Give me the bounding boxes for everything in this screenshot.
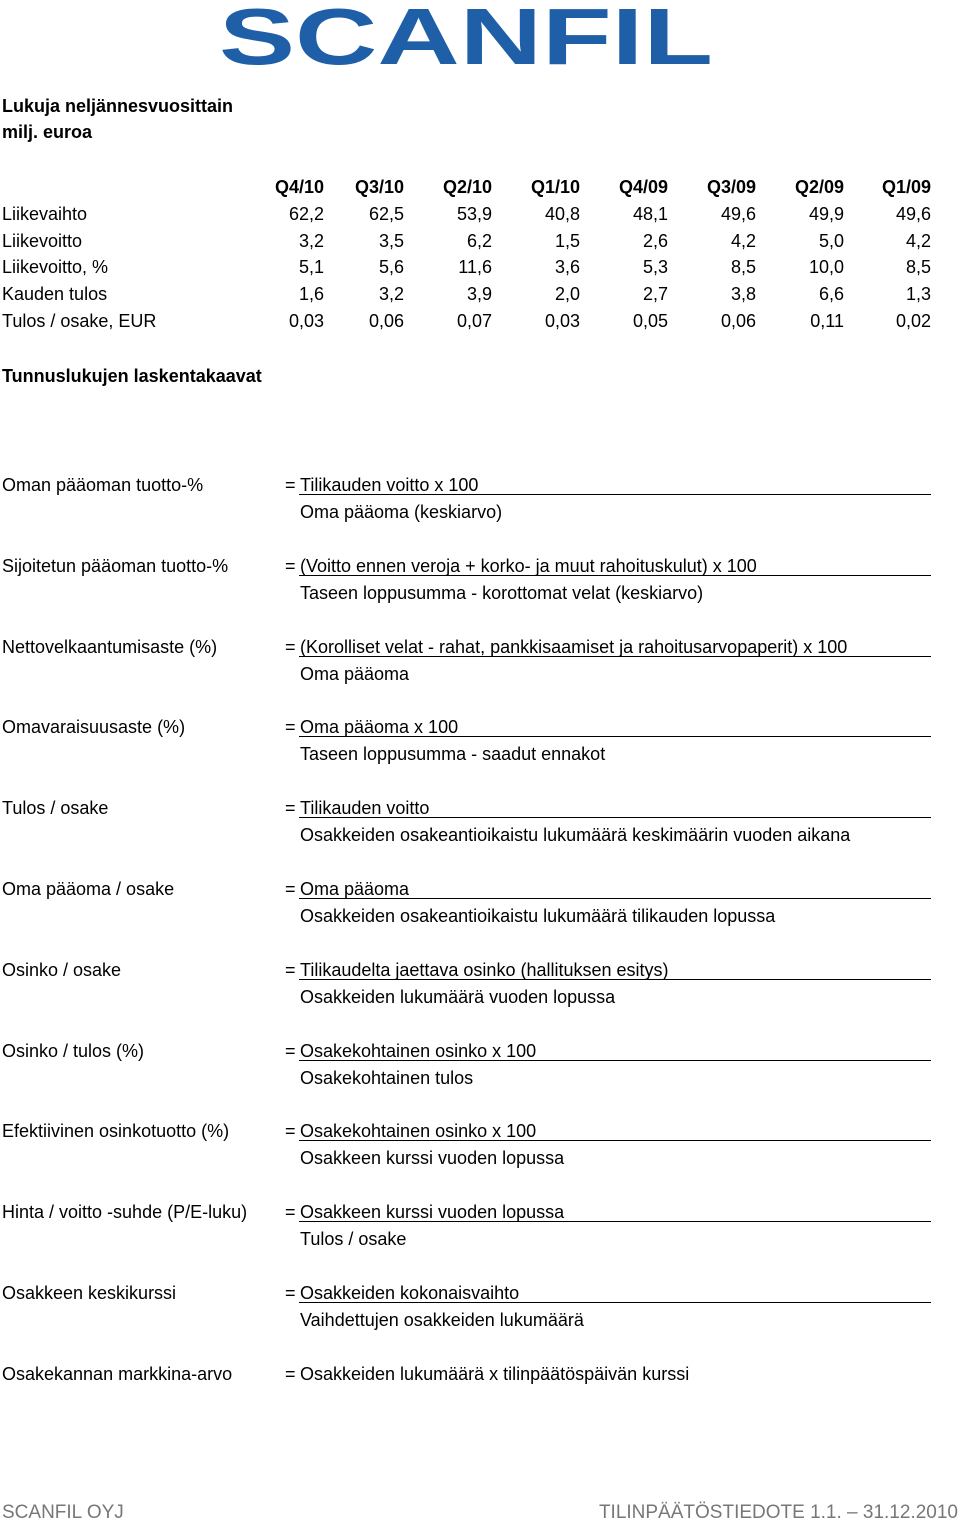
table-row	[0, 201, 931, 228]
formula-item	[0, 714, 960, 795]
table-cell: 8,5	[730, 257, 756, 278]
formula-numerator: Tilikauden voitto	[300, 798, 430, 819]
table-cell: 3,6	[554, 257, 580, 278]
formula-name: Omavaraisuusaste (%)	[2, 717, 186, 738]
table-cell: 5,6	[378, 257, 404, 278]
formula-item	[0, 795, 960, 876]
equals-sign: =	[285, 878, 296, 899]
fraction-line	[299, 1302, 931, 1303]
table-cell: 0,07	[456, 310, 492, 331]
row-label: Liikevoitto	[2, 230, 83, 251]
table-cell: 0,03	[288, 310, 324, 331]
equals-sign: =	[285, 475, 296, 495]
column-header: Q1/10	[530, 177, 580, 197]
formula-name: Osakekannan markkina-arvo	[2, 1363, 233, 1384]
formula-numerator: Tilikauden voitto x 100	[300, 475, 479, 495]
formula-name: Oma pääoma / osake	[2, 878, 175, 899]
fraction-line	[299, 656, 931, 657]
formula-name: Osinko / tulos (%)	[2, 1040, 145, 1061]
table-cell: 11,6	[458, 257, 492, 278]
table-cell: 3,2	[298, 230, 324, 251]
formula-name: Hinta / voitto -suhde (P/E-luku)	[2, 1202, 248, 1223]
table-cell: 4,2	[730, 230, 756, 251]
table-row	[0, 308, 931, 335]
quarterly-header-row	[0, 174, 931, 201]
table-cell: 40,8	[544, 203, 580, 224]
row-label: Liikevoitto, %	[2, 257, 109, 278]
column-header: Q4/10	[274, 177, 324, 197]
formula-numerator: Osakekohtainen osinko x 100	[300, 1040, 537, 1061]
fraction-line	[299, 1221, 931, 1222]
column-header: Q1/09	[881, 177, 931, 197]
column-header: Q4/09	[618, 177, 668, 197]
table-cell: 6,2	[466, 230, 492, 251]
column-header: Q3/10	[354, 177, 404, 197]
fraction-line	[299, 575, 931, 576]
formula-item	[0, 1038, 960, 1119]
formula-list	[0, 472, 960, 1442]
equals-sign: =	[285, 1363, 296, 1384]
table-cell: 2,7	[642, 284, 668, 305]
fraction-line	[299, 736, 931, 737]
table-cell: 2,0	[554, 284, 580, 305]
formula-denominator: Osakekohtainen tulos	[300, 1067, 474, 1088]
fraction-line	[299, 494, 931, 495]
formula-numerator: (Korolliset velat - rahat, pankkisaamiset ja rahoitusarvopaperit) x 100	[300, 636, 848, 657]
formula-numerator: Oma pääoma	[300, 878, 410, 899]
fraction-line	[299, 979, 931, 980]
formula-denominator: Taseen loppusumma - korottomat velat (keskiarvo)	[300, 582, 704, 603]
column-header: Q2/09	[794, 177, 844, 197]
equals-sign: =	[285, 555, 296, 576]
formula-denominator: Osakkeiden osakeantioikaistu lukumäärä keskimäärin vuoden aikana	[300, 825, 851, 846]
table-row	[0, 228, 931, 255]
table-cell: 5,3	[642, 257, 668, 278]
formulas-title: Tunnuslukujen laskentakaavat	[2, 366, 262, 386]
table-cell: 62,2	[288, 203, 324, 224]
equals-sign: =	[285, 798, 296, 819]
formula-numerator: Osakekohtainen osinko x 100	[300, 1121, 537, 1142]
scanfil-logo	[216, 4, 716, 68]
quarterly-unit: milj. euroa	[2, 122, 93, 142]
formula-denominator: Vaihdettujen osakkeiden lukumäärä	[300, 1309, 584, 1330]
table-row	[0, 254, 931, 281]
equals-sign: =	[285, 1282, 296, 1303]
table-cell: 49,6	[895, 203, 931, 224]
quarterly-table	[0, 174, 931, 335]
fraction-line	[299, 898, 931, 899]
formula-denominator: Oma pääoma (keskiarvo)	[300, 502, 503, 522]
formula-numerator: Tilikaudelta jaettava osinko (hallituksen esitys)	[300, 959, 669, 980]
table-cell: 3,8	[730, 284, 756, 305]
column-header: Q2/10	[442, 177, 492, 197]
table-cell: 49,6	[720, 203, 756, 224]
equals-sign: =	[285, 1040, 296, 1061]
formula-name: Oman pääoman tuotto-%	[2, 475, 204, 495]
table-cell: 4,2	[905, 230, 931, 251]
table-cell: 10,0	[808, 257, 844, 278]
formula-item	[0, 1199, 960, 1280]
formula-name: Tulos / osake	[2, 798, 109, 819]
formula-denominator: Osakkeiden osakeantioikaistu lukumäärä tilikauden lopussa	[300, 905, 776, 926]
formula-item	[0, 1361, 960, 1442]
table-cell: 62,5	[368, 203, 404, 224]
formula-item	[0, 1280, 960, 1361]
table-cell: 2,6	[642, 230, 668, 251]
table-cell: 53,9	[456, 203, 492, 224]
table-cell: 48,1	[632, 203, 668, 224]
formula-denominator: Oma pääoma	[300, 663, 410, 684]
row-label: Tulos / osake, EUR	[2, 310, 157, 331]
footer-document: TILINPÄÄTÖSTIEDOTE 1.1. – 31.12.2010	[598, 1502, 958, 1523]
formula-item	[0, 472, 960, 553]
formula-denominator: Osakkeiden lukumäärä vuoden lopussa	[300, 986, 616, 1007]
equals-sign: =	[285, 959, 296, 980]
fraction-line	[299, 1060, 931, 1061]
fraction-line	[299, 817, 931, 818]
table-cell: 8,5	[905, 257, 931, 278]
table-cell: 3,5	[378, 230, 404, 251]
formula-numerator: Osakkeiden kokonaisvaihto	[300, 1282, 520, 1303]
table-cell: 6,6	[818, 284, 844, 305]
formula-name: Osinko / osake	[2, 959, 122, 980]
formula-denominator: Tulos / osake	[300, 1229, 407, 1250]
table-cell: 0,05	[632, 310, 668, 331]
table-cell: 5,1	[298, 257, 324, 278]
formula-name: Sijoitetun pääoman tuotto-%	[2, 555, 229, 576]
table-cell: 0,06	[720, 310, 756, 331]
formula-numerator: Oma pääoma x 100	[300, 717, 459, 738]
formula-numerator: (Voitto ennen veroja + korko- ja muut rahoituskulut) x 100	[300, 555, 757, 576]
column-header: Q3/09	[706, 177, 756, 197]
table-cell: 0,11	[810, 310, 844, 331]
equals-sign: =	[285, 1121, 296, 1142]
equals-sign: =	[285, 1202, 296, 1223]
row-label: Kauden tulos	[2, 284, 108, 305]
formula-item	[0, 634, 960, 715]
table-cell: 5,0	[818, 230, 844, 251]
formula-item	[0, 957, 960, 1038]
quarterly-title: Lukuja neljännesvuosittain	[2, 96, 234, 116]
formula-denominator: Osakkeen kurssi vuoden lopussa	[300, 1148, 565, 1169]
formula-name: Efektiivinen osinkotuotto (%)	[2, 1121, 230, 1142]
formula-name: Osakkeen keskikurssi	[2, 1282, 177, 1303]
equals-sign: =	[285, 636, 296, 657]
footer-company: SCANFIL OYJ	[2, 1502, 124, 1523]
row-label: Liikevaihto	[2, 203, 88, 224]
table-cell: 0,02	[895, 310, 931, 331]
fraction-line	[299, 1140, 931, 1141]
table-cell: 1,6	[298, 284, 324, 305]
table-cell: 1,3	[905, 284, 931, 305]
formula-item	[0, 553, 960, 634]
table-cell: 3,2	[378, 284, 404, 305]
table-cell: 3,9	[466, 284, 492, 305]
formula-numerator: Osakkeen kurssi vuoden lopussa	[300, 1202, 565, 1223]
formula-name: Nettovelkaantumisaste (%)	[2, 636, 218, 657]
table-cell: 49,9	[808, 203, 844, 224]
formula-numerator: Osakkeiden lukumäärä x tilinpäätöspäivän kurssi	[300, 1363, 690, 1384]
formula-denominator: Taseen loppusumma - saadut ennakot	[300, 744, 606, 765]
equals-sign: =	[285, 717, 296, 738]
table-cell: 0,03	[544, 310, 580, 331]
svg-text:SCANFIL: SCANFIL	[219, 4, 713, 68]
formula-item	[0, 1118, 960, 1199]
table-row	[0, 281, 931, 308]
table-cell: 1,5	[554, 230, 580, 251]
table-cell: 0,06	[368, 310, 404, 331]
formula-item	[0, 876, 960, 957]
header-blank	[0, 174, 240, 201]
